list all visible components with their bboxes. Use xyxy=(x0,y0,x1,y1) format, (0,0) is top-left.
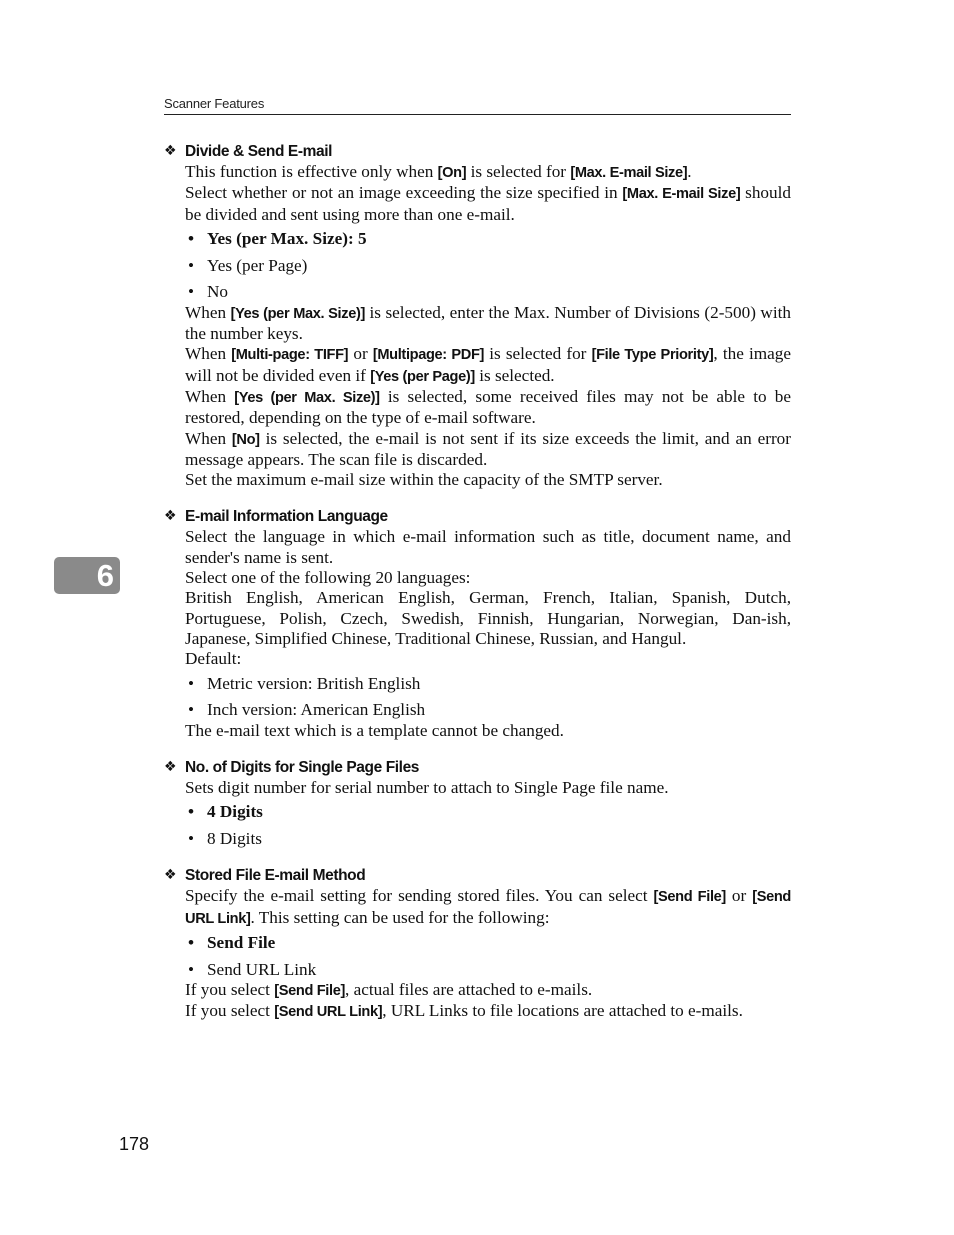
paragraph xyxy=(185,721,791,741)
section-digits-single-page-files xyxy=(164,757,791,849)
option-item xyxy=(185,229,791,249)
section-notes xyxy=(185,303,791,491)
text-run: is selected for xyxy=(484,344,592,364)
paragraph xyxy=(185,527,791,568)
section-title: Divide & Send E-mail xyxy=(185,143,333,160)
option-item xyxy=(185,674,791,694)
section-email-information-language xyxy=(164,506,791,740)
key-label: [No] xyxy=(231,431,260,448)
section-heading xyxy=(164,141,791,162)
section-title: No. of Digits for Single Page Files xyxy=(185,758,420,776)
option-text: Yes (per Max. Size): 5 xyxy=(207,228,367,248)
option-text: Inch version: American English xyxy=(207,700,426,720)
option-text: Send URL Link xyxy=(207,959,317,979)
paragraph xyxy=(185,344,791,387)
text-run: or xyxy=(348,344,373,364)
option-list xyxy=(185,802,791,849)
option-item xyxy=(185,282,791,302)
running-header xyxy=(164,96,791,115)
key-label: [Send URL Link] xyxy=(185,889,791,927)
text-run: Specify the e-mail setting for sending stored files. You can select xyxy=(185,886,654,906)
option-text: 8 Digits xyxy=(207,829,262,849)
key-label: [Send File] xyxy=(274,983,345,999)
text-run: or xyxy=(725,886,753,906)
option-list xyxy=(185,933,791,980)
text-run: Select one of the following 20 languages: xyxy=(185,568,471,588)
bullet-dot-icon: • xyxy=(188,282,195,302)
key-label: [Multipage: PDF] xyxy=(372,347,485,364)
paragraph xyxy=(185,429,791,471)
page-number: 178 xyxy=(119,1134,150,1154)
bullet-dot-icon: • xyxy=(188,255,195,275)
text-run: When xyxy=(185,386,235,406)
text-run: When xyxy=(185,302,231,322)
text-run: , actual files are attached to e-mails. xyxy=(345,980,593,999)
text-run: Set the maximum e-mail size within the capacity of the SMTP server. xyxy=(185,470,663,490)
text-run: British English, American English, German, French, Italian, Spanish, Dutch, Portuguese, Polish, Czech, Swedish, Finnish, Hungarian, Norwegian, Dan-ish, Japanese, Simplified Chinese, Traditional Chinese, Russian, and Hangul. xyxy=(185,588,791,648)
key-label: [Max. E-mail Size] xyxy=(570,165,688,181)
section-divide-send-email xyxy=(164,141,791,490)
bullet-dot-icon: • xyxy=(188,228,195,248)
option-item xyxy=(185,700,791,720)
diamond-bullet-icon: ❖ xyxy=(164,758,177,775)
section-heading xyxy=(164,757,791,778)
bullet-dot-icon: • xyxy=(188,802,195,822)
text-run: is selected. xyxy=(474,365,555,385)
paragraph xyxy=(185,649,791,669)
section-intro xyxy=(185,162,791,225)
paragraph xyxy=(185,886,791,929)
key-label: [Send File] xyxy=(653,889,726,906)
paragraph xyxy=(185,303,791,345)
option-item xyxy=(185,256,791,276)
paragraph xyxy=(185,470,791,490)
key-label: [Yes (per Page)] xyxy=(370,368,475,385)
paragraph xyxy=(185,1001,791,1022)
text-run: . xyxy=(687,162,692,181)
section-stored-file-email-method xyxy=(164,865,791,1022)
section-intro xyxy=(185,527,791,669)
key-label: [Yes (per Max. Size)] xyxy=(234,389,380,406)
paragraph xyxy=(185,183,791,225)
chapter-tab: 6 xyxy=(54,557,120,594)
diamond-bullet-icon: ❖ xyxy=(164,867,177,884)
section-heading xyxy=(164,506,791,527)
option-item xyxy=(185,829,791,849)
text-run: , the image will not be divided even if xyxy=(185,344,791,385)
paragraph xyxy=(185,162,791,183)
key-label: [Multi-page: TIFF] xyxy=(231,347,349,364)
key-label: [Max. E-mail Size] xyxy=(622,186,741,203)
key-label: [File Type Priority] xyxy=(591,347,714,364)
text-run: is selected, some received files may not be able to be restored, depending on the type of e-mail software. xyxy=(185,386,791,428)
bullet-dot-icon: • xyxy=(188,700,195,720)
text-run: . This setting can be used for the following: xyxy=(250,907,550,927)
section-intro xyxy=(185,778,791,798)
option-text: Send File xyxy=(207,932,276,952)
option-item xyxy=(185,960,791,980)
paragraph xyxy=(185,588,791,649)
text-run: Select the language in which e-mail information such as title, document name, and sender's name is sent. xyxy=(185,527,791,567)
option-list xyxy=(185,229,791,303)
paragraph xyxy=(185,568,791,588)
section-notes xyxy=(185,721,791,741)
option-text: Yes (per Page) xyxy=(207,255,308,275)
option-item xyxy=(185,933,791,953)
text-run: If you select xyxy=(185,1001,275,1021)
text-run: Sets digit number for serial number to attach to Single Page file name. xyxy=(185,777,669,797)
bullet-dot-icon: • xyxy=(188,932,195,952)
bullet-dot-icon: • xyxy=(188,959,195,979)
diamond-bullet-icon: ❖ xyxy=(164,508,177,525)
section-intro xyxy=(185,886,791,929)
text-run: is selected, enter the Max. Number of Divisions (2-500) with the number keys. xyxy=(185,302,791,344)
bullet-dot-icon: • xyxy=(188,673,195,693)
text-run: , URL Links to file locations are attached to e-mails. xyxy=(382,1001,743,1021)
key-label: [Send URL Link] xyxy=(274,1004,383,1021)
text-run: The e-mail text which is a template cannot be changed. xyxy=(185,720,564,740)
option-text: No xyxy=(207,282,229,302)
text-run: Default: xyxy=(185,649,242,669)
page-content xyxy=(164,141,791,1039)
paragraph xyxy=(185,980,791,1001)
key-label: [Yes (per Max. Size)] xyxy=(230,305,365,322)
section-notes xyxy=(185,980,791,1023)
text-run: is selected, the e-mail is not sent if its size exceeds the limit, and an error message appears. The scan file is discarded. xyxy=(185,428,791,469)
bullet-dot-icon: • xyxy=(188,829,195,849)
diamond-bullet-icon: ❖ xyxy=(164,143,177,159)
text-run: When xyxy=(185,344,232,364)
section-title: E-mail Information Language xyxy=(185,508,388,526)
section-heading xyxy=(164,865,791,886)
option-list xyxy=(185,674,791,721)
text-run: If you select xyxy=(185,980,275,999)
paragraph xyxy=(185,387,791,429)
option-text: Metric version: British English xyxy=(207,673,421,693)
running-header-title: Scanner Features xyxy=(164,96,265,111)
option-text: 4 Digits xyxy=(207,802,263,822)
text-run: When xyxy=(185,428,232,448)
option-item xyxy=(185,802,791,822)
text-run: Select whether or not an image exceeding the size specified in xyxy=(185,183,623,203)
section-title: Stored File E-mail Method xyxy=(185,867,366,885)
text-run: This function is effective only when xyxy=(185,162,438,181)
paragraph xyxy=(185,778,791,798)
text-run: should be divided and sent using more than one e-mail. xyxy=(185,183,791,224)
text-run: is selected for xyxy=(466,162,571,181)
key-label: [On] xyxy=(437,165,467,181)
